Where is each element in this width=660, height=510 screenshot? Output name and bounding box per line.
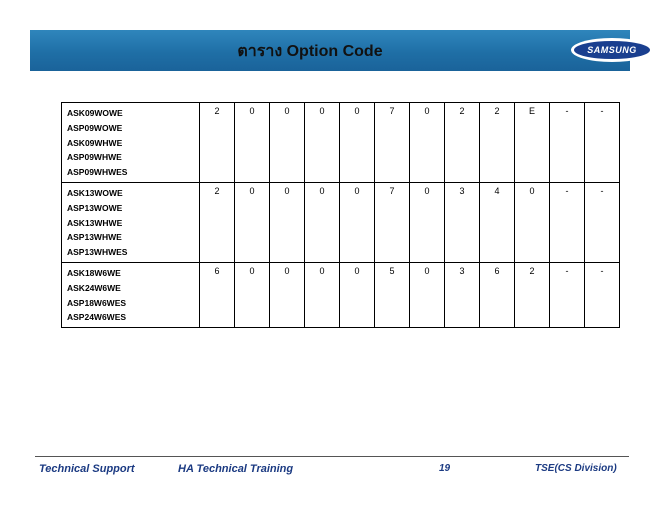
code-cell: 0 — [270, 262, 305, 327]
title-bar — [30, 30, 637, 71]
code-cell: 3 — [445, 262, 480, 327]
code-cell: 0 — [235, 262, 270, 327]
model-name: ASK13WHWE — [67, 217, 123, 228]
model-list — [62, 182, 200, 262]
model-name: ASP24W6WES — [67, 312, 127, 323]
model-name: ASP09WHWES — [67, 167, 128, 178]
model-name: ASP09WOWE — [67, 122, 123, 133]
code-cell: 2 — [480, 103, 515, 183]
table-row — [62, 262, 620, 327]
model-list — [62, 103, 200, 183]
code-cell: 3 — [445, 182, 480, 262]
code-cell: 4 — [480, 182, 515, 262]
code-cell: 0 — [410, 103, 445, 183]
code-cell: 0 — [410, 262, 445, 327]
code-cell: 0 — [305, 262, 340, 327]
code-cell: 6 — [200, 262, 235, 327]
code-cell: - — [550, 182, 585, 262]
code-cell: 7 — [375, 103, 410, 183]
model-name: ASP13WOWE — [67, 202, 123, 213]
code-cell: 2 — [200, 103, 235, 183]
code-cell: - — [550, 103, 585, 183]
code-cell: 0 — [270, 182, 305, 262]
page-title: ตาราง Option Code — [237, 43, 383, 60]
model-name: ASK09WOWE — [67, 108, 123, 118]
code-cell: 7 — [375, 182, 410, 262]
code-cell: - — [550, 262, 585, 327]
code-cell: 0 — [410, 182, 445, 262]
model-name: ASP09WHWE — [67, 152, 122, 163]
code-cell: 6 — [480, 262, 515, 327]
code-cell: - — [585, 182, 620, 262]
code-cell: 0 — [235, 103, 270, 183]
code-cell: 0 — [270, 103, 305, 183]
model-name: ASK18W6WE — [67, 267, 121, 278]
samsung-logo — [571, 38, 653, 62]
code-cell: 2 — [445, 103, 480, 183]
code-cell: 0 — [305, 182, 340, 262]
code-cell: 0 — [515, 182, 550, 262]
model-name: ASK09WHWE — [67, 137, 123, 148]
footer-training-title: HA Technical Training — [178, 463, 294, 475]
samsung-logo-text: SAMSUNG — [574, 41, 650, 59]
table-row — [62, 182, 620, 262]
code-cell: - — [585, 262, 620, 327]
model-name: ASP18W6WES — [67, 297, 127, 308]
footer-divider — [35, 456, 629, 457]
code-cell: E — [515, 103, 550, 183]
code-cell: 0 — [235, 182, 270, 262]
page-number: 19 — [439, 463, 451, 474]
code-cell: 0 — [340, 182, 375, 262]
model-list — [62, 262, 200, 327]
model-name: ASK13WOWE — [67, 187, 123, 198]
code-cell: 0 — [305, 103, 340, 183]
code-cell: 0 — [340, 262, 375, 327]
code-cell: 2 — [515, 262, 550, 327]
model-name: ASP13WHWES — [67, 247, 128, 258]
table-row — [62, 103, 620, 183]
footer-technical-support: Technical Support — [39, 463, 135, 475]
footer-division: TSE(CS Division) — [535, 463, 617, 474]
model-name: ASK24W6WE — [67, 282, 121, 293]
code-cell: - — [585, 103, 620, 183]
code-cell: 5 — [375, 262, 410, 327]
code-cell: 0 — [340, 103, 375, 183]
option-code-table — [61, 102, 620, 328]
code-cell: 2 — [200, 182, 235, 262]
model-name: ASP13WHWE — [67, 232, 122, 243]
